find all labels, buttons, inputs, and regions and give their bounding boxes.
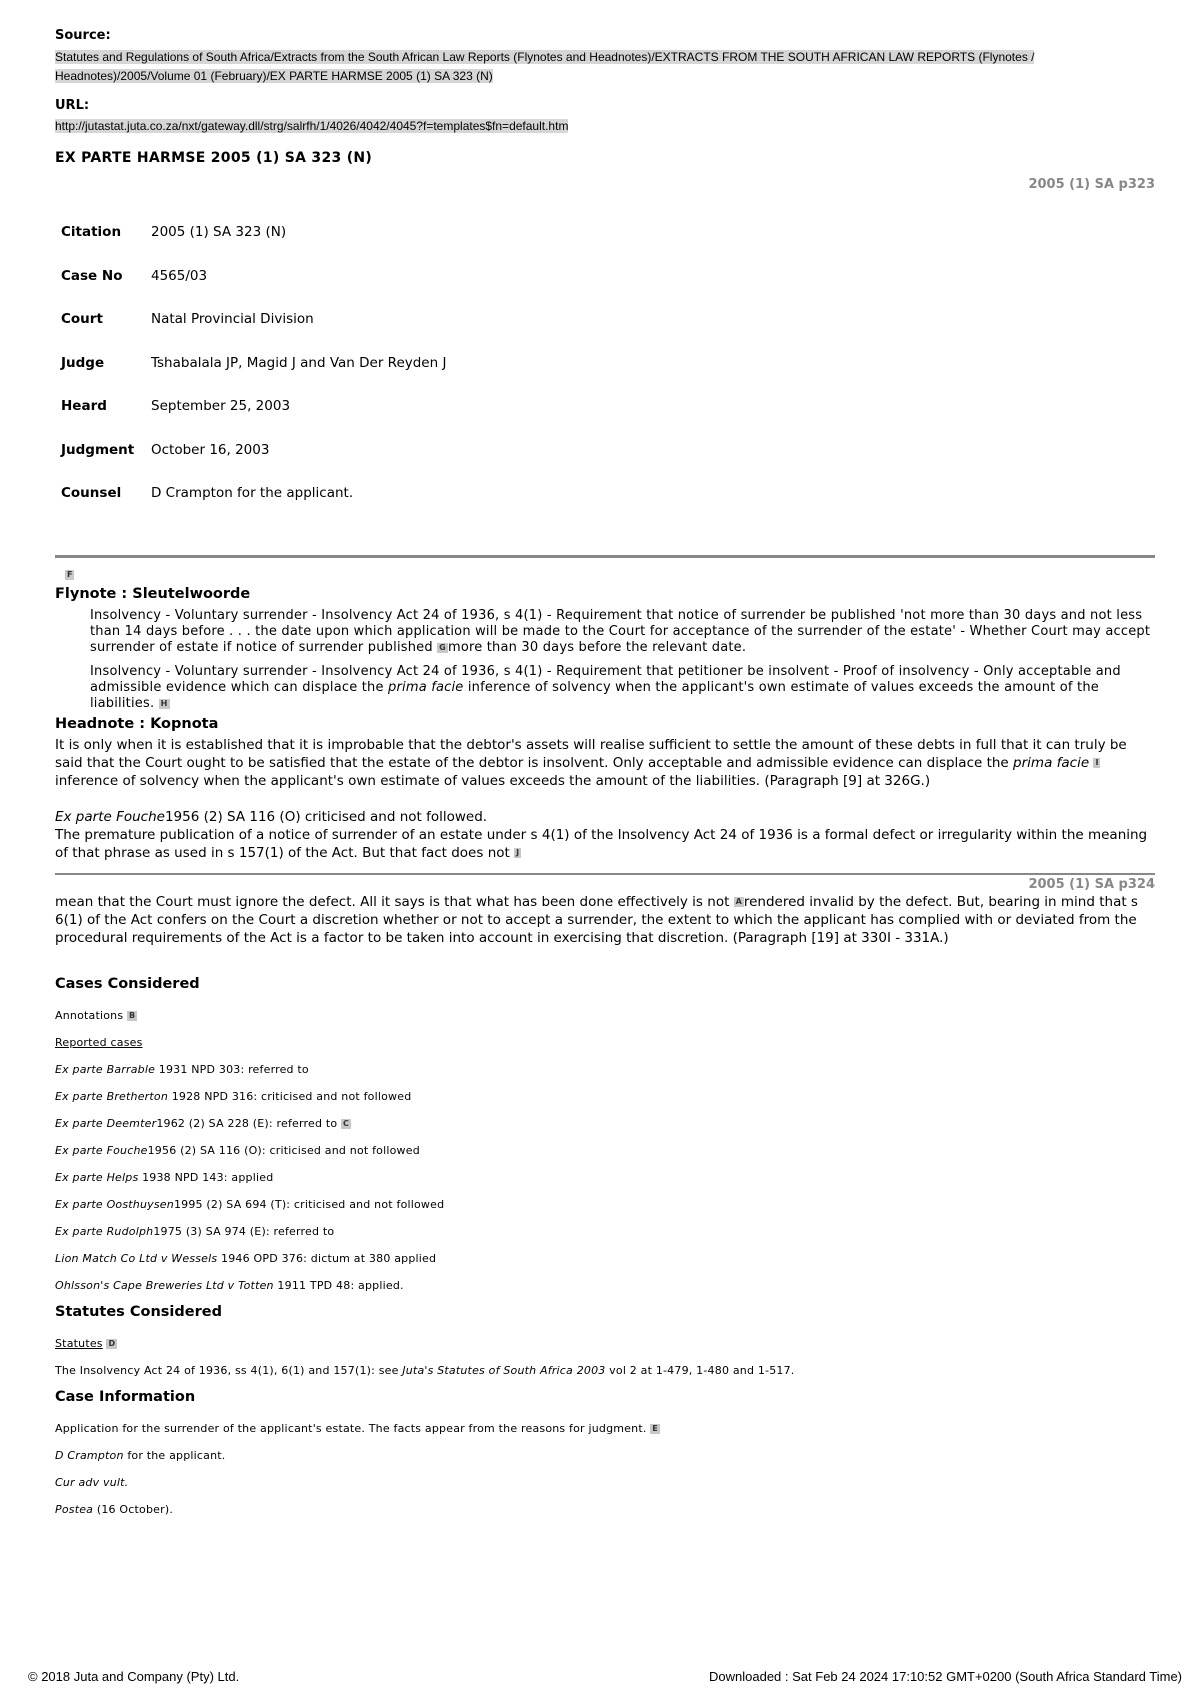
meta-row-court: Court Natal Provincial Division	[61, 311, 314, 327]
margin-letter: E	[652, 1424, 658, 1433]
margin-letter: I	[1095, 758, 1099, 767]
headnote-paragraph: mean that the Court must ignore the defect. All it says is that what has been done effectively is not A rendered invalid by the defect. But, bearing in mind that s 6(1) of the Act confers on the Court a discretion whether or not to accept a surrender, the extent to which the applicant has complied with or deviated from the procedural requirements of the Act is a factor to be taken into account in exercising that discretion. (Paragraph [19] at 330I - 331A.)	[55, 894, 1138, 946]
source-path: Statutes and Regulations of South Africa/Extracts from the South African Law Reports (Flynotes and Headnotes)/EXTRACTS FROM THE SOUTH AFRICAN LAW REPORTS (Flynotes / Headnotes)/2005/Volume 01 (February)/EX PARTE HARMSE 2005 (1) SA 323 (N)	[55, 50, 1035, 83]
headnote-paragraph: The premature publication of a notice of surrender of an estate under s 4(1) of the Insolvency Act 24 of 1936 is a formal defect or irregularity within the meaning of that phrase as used in s 157(1) of the Act. But that fact does not J	[55, 827, 1148, 861]
headnote-paragraph: It is only when it is established that it is improbable that the debtor's assets will realise sufficient to settle the amount of these debts in full that it can truly be said that the Court ought to be satisfied that the estate of the debtor is insolvent. Only acceptable and admissible evidence can displace the prima facie I inference of solvency when the applicant's own estimate of values exceeds the amount of the liabilities. (Paragraph [9] at 326G.)	[55, 737, 1127, 789]
flynote-heading: Flynote : Sleutelwoorde	[55, 586, 251, 602]
case-item: Ex parte Barrable 1931 NPD 303: referred to	[55, 1063, 309, 1076]
case-info-heading: Case Information	[55, 1389, 196, 1405]
case-item: Ex parte Helps 1938 NPD 143: applied	[55, 1171, 274, 1184]
margin-letter: G	[439, 642, 446, 652]
annotations-label: Annotations B	[55, 1009, 136, 1022]
meta-row-citation: Citation 2005 (1) SA 323 (N)	[61, 224, 287, 240]
statutes-heading: Statutes Considered	[55, 1304, 222, 1320]
statute-item: The Insolvency Act 24 of 1936, ss 4(1), 6(1) and 157(1): see Juta's Statutes of South Africa 2003 vol 2 at 1-479, 1-480 and 1-517.	[55, 1364, 795, 1377]
case-item: Ex parte Bretherton 1928 NPD 316: criticised and not followed	[55, 1090, 412, 1103]
download-timestamp: Downloaded : Sat Feb 24 2024 17:10:52 GMT+0200 (South Africa Standard Time)	[709, 1669, 1182, 1684]
page-reference: 2005 (1) SA p324	[1028, 877, 1155, 892]
meta-row-caseno: Case No 4565/03	[61, 267, 208, 284]
url-link[interactable]: http://jutastat.juta.co.za/nxt/gateway.dll/strg/salrfh/1/4026/4042/4045?f=templates$fn=default.htm	[55, 119, 569, 133]
margin-letter: B	[128, 1011, 136, 1020]
meta-row-counsel: Counsel D Crampton for the applicant.	[61, 485, 354, 501]
case-info-line: Application for the surrender of the applicant's estate. The facts appear from the reasons for judgment. E	[55, 1422, 658, 1435]
copyright-footer: © 2018 Juta and Company (Pty) Ltd.	[28, 1669, 240, 1684]
case-item: Lion Match Co Ltd v Wessels 1946 OPD 376: dictum at 380 applied	[55, 1252, 437, 1265]
margin-letter: A	[735, 897, 742, 906]
case-title: EX PARTE HARMSE 2005 (1) SA 323 (N)	[55, 150, 373, 166]
url-label: URL:	[55, 98, 90, 113]
source-label: Source:	[55, 28, 111, 43]
margin-letter: F	[67, 569, 73, 579]
case-item: Ex parte Oosthuysen1995 (2) SA 694 (T): criticised and not followed	[55, 1198, 445, 1211]
case-item: Ohlsson's Cape Breweries Ltd v Totten 1911 TPD 48: applied.	[55, 1279, 404, 1292]
page-divider	[55, 873, 1155, 875]
case-item: Ex parte Rudolph1975 (3) SA 974 (E): referred to	[55, 1225, 335, 1238]
case-item: Ex parte Deemter1962 (2) SA 228 (E): referred to C	[55, 1117, 350, 1130]
meta-row-judge: Judge Tshabalala JP, Magid J and Van Der Reyden J	[61, 354, 447, 371]
headnote-paragraph: Ex parte Fouche1956 (2) SA 116 (O) criticised and not followed.	[55, 809, 488, 825]
meta-row-judgment: Judgment October 16, 2003	[61, 441, 270, 458]
margin-letter: H	[160, 698, 168, 708]
meta-row-heard: Heard September 25, 2003	[61, 398, 291, 414]
flynote-paragraph: Insolvency - Voluntary surrender - Insolvency Act 24 of 1936, s 4(1) - Requirement that petitioner be insolvent - Proof of insolvency - Only acceptable and admissible evidence which can displace the prima facie inference of solvency when the applicant's own estimate of values exceeds the amount of the liabilities. H	[90, 664, 1121, 711]
page-reference: 2005 (1) SA p323	[1028, 177, 1155, 192]
case-metadata-table	[61, 224, 446, 529]
case-info-line: D Crampton for the applicant.	[55, 1449, 226, 1462]
case-info-line: Postea (16 October).	[55, 1503, 174, 1516]
margin-letter: J	[516, 848, 520, 857]
statutes-label: Statutes D	[55, 1337, 116, 1350]
margin-letter: C	[343, 1119, 350, 1128]
margin-letter: D	[108, 1339, 116, 1348]
section-divider	[55, 555, 1155, 558]
reported-cases-link[interactable]: Reported cases	[55, 1036, 143, 1049]
headnote-heading: Headnote : Kopnota	[55, 716, 219, 732]
cases-heading: Cases Considered	[55, 976, 200, 992]
case-info-line: Cur adv vult.	[55, 1476, 129, 1489]
case-item: Ex parte Fouche1956 (2) SA 116 (O): criticised and not followed	[55, 1144, 420, 1157]
flynote-paragraph: Insolvency - Voluntary surrender - Insolvency Act 24 of 1936, s 4(1) - Requirement that notice of surrender be published 'not more than 30 days and not less than 14 days before . . . the date upon which application will be made to the Court for acceptance of the surrender of the estate' - Whether Court may accept surrender of estate if notice of surrender published G more than 30 days before the relevant date.	[90, 608, 1151, 655]
